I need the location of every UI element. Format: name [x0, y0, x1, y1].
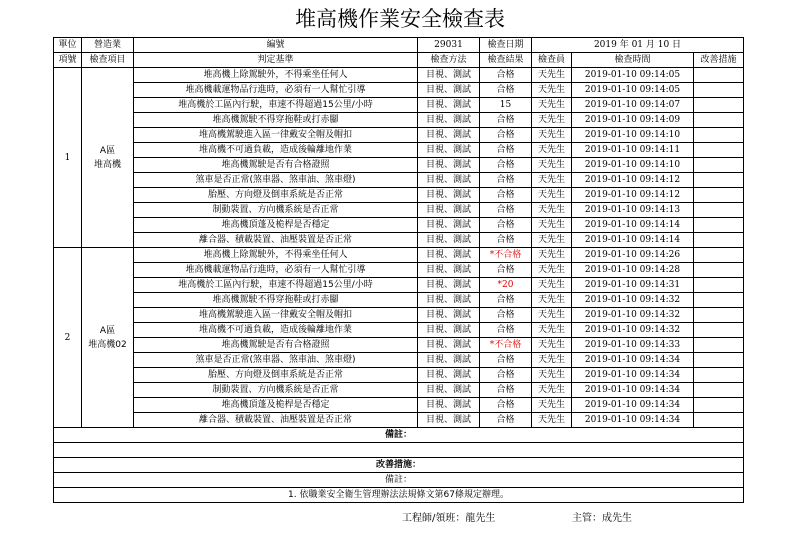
- inspector-cell: 天先生: [532, 203, 572, 218]
- criteria-cell: 制動裝置、方向機系統是否正常: [134, 383, 418, 398]
- method-cell: 目視、測試: [418, 293, 480, 308]
- criteria-cell: 煞車是否正常(煞車器、煞車油、煞車燈): [134, 353, 418, 368]
- table-row: [54, 368, 744, 383]
- machine-label: 堆高機: [93, 159, 121, 170]
- action-cell: [694, 113, 744, 128]
- remarks-row: [54, 428, 744, 443]
- action-cell: [694, 128, 744, 143]
- criteria-cell: 制動裝置、方向機系統是否正常: [134, 203, 418, 218]
- result-cell: 合格: [480, 128, 532, 143]
- method-cell: 目視、測試: [418, 173, 480, 188]
- result-cell: 合格: [480, 353, 532, 368]
- col-action: 改善措施: [694, 53, 744, 68]
- method-cell: 目視、測試: [418, 68, 480, 83]
- col-inspector: 檢查員: [532, 53, 572, 68]
- code-value: 29031: [418, 38, 480, 53]
- action-cell: [694, 368, 744, 383]
- machine-label: 堆高機02: [88, 339, 127, 350]
- action-cell: [694, 383, 744, 398]
- criteria-cell: 堆高機駕駛不得穿拖鞋或打赤腳: [134, 293, 418, 308]
- method-cell: 目視、測試: [418, 113, 480, 128]
- inspection-table: [53, 37, 744, 503]
- time-cell: 2019-01-10 09:14:33: [572, 338, 694, 353]
- result-cell: *20: [480, 278, 532, 293]
- result-cell: 合格: [480, 368, 532, 383]
- unit-value: 營造業: [82, 38, 134, 53]
- time-cell: 2019-01-10 09:14:32: [572, 308, 694, 323]
- col-seq: 項號: [54, 53, 82, 68]
- improvement-label: 改善措施：: [54, 458, 744, 473]
- inspector-cell: 天先生: [532, 368, 572, 383]
- blank-row: [54, 443, 744, 458]
- table-row: [54, 293, 744, 308]
- result-cell: 合格: [480, 158, 532, 173]
- action-cell: [694, 248, 744, 263]
- result-cell: 合格: [480, 308, 532, 323]
- inspector-cell: 天先生: [532, 158, 572, 173]
- criteria-cell: 胎壓、方向燈及倒車系統是否正常: [134, 188, 418, 203]
- col-method: 檢查方法: [418, 53, 480, 68]
- action-cell: [694, 158, 744, 173]
- criteria-cell: 堆高機於工區內行駛，車速不得超過15公里/小時: [134, 98, 418, 113]
- table-row: [54, 338, 744, 353]
- action-cell: [694, 143, 744, 158]
- date-value: 2019 年 01 月 10 日: [532, 38, 744, 53]
- inspector-cell: 天先生: [532, 278, 572, 293]
- inspector-cell: 天先生: [532, 68, 572, 83]
- result-cell: 合格: [480, 293, 532, 308]
- criteria-cell: 堆高機於工區內行駛，車速不得超過15公里/小時: [134, 278, 418, 293]
- result-cell: 合格: [480, 323, 532, 338]
- action-cell: [694, 68, 744, 83]
- method-cell: 目視、測試: [418, 98, 480, 113]
- method-cell: 目視、測試: [418, 83, 480, 98]
- supervisor-signoff: 主管：成先生: [572, 513, 632, 524]
- method-cell: 目視、測試: [418, 158, 480, 173]
- result-cell: 合格: [480, 398, 532, 413]
- criteria-cell: 堆高機駕駛是否有合格證照: [134, 338, 418, 353]
- remark2-line: 1. 依職業安全衛生管理辦法法規條文第67條規定辦理。: [54, 488, 744, 503]
- action-cell: [694, 203, 744, 218]
- action-cell: [694, 233, 744, 248]
- table-row: [54, 323, 744, 338]
- col-time: 檢查時間: [572, 53, 694, 68]
- result-cell: 合格: [480, 233, 532, 248]
- time-cell: 2019-01-10 09:14:12: [572, 188, 694, 203]
- date-label: 檢查日期: [480, 38, 532, 53]
- inspector-cell: 天先生: [532, 248, 572, 263]
- table-row: [54, 278, 744, 293]
- result-cell: 合格: [480, 413, 532, 428]
- result-cell: 合格: [480, 383, 532, 398]
- table-row: [54, 188, 744, 203]
- method-cell: 目視、測試: [418, 143, 480, 158]
- inspector-cell: 天先生: [532, 413, 572, 428]
- time-cell: 2019-01-10 09:14:34: [572, 368, 694, 383]
- table-row: [54, 308, 744, 323]
- table-row: [54, 83, 744, 98]
- time-cell: 2019-01-10 09:14:12: [572, 173, 694, 188]
- inspector-cell: 天先生: [532, 233, 572, 248]
- inspector-cell: 天先生: [532, 263, 572, 278]
- action-cell: [694, 218, 744, 233]
- time-cell: 2019-01-10 09:14:14: [572, 233, 694, 248]
- table-row: [54, 398, 744, 413]
- time-cell: 2019-01-10 09:14:05: [572, 68, 694, 83]
- time-cell: 2019-01-10 09:14:34: [572, 398, 694, 413]
- engineer-signoff: 工程師/領班：龍先生: [402, 513, 496, 524]
- table-row: [54, 233, 744, 248]
- method-cell: 目視、測試: [418, 338, 480, 353]
- criteria-cell: 堆高機頂蓬及桅桿是否穩定: [134, 218, 418, 233]
- table-row: [54, 383, 744, 398]
- col-criteria: 判定基準: [134, 53, 418, 68]
- criteria-cell: 堆高機不可過負載，造成後輪離地作業: [134, 323, 418, 338]
- inspector-cell: 天先生: [532, 398, 572, 413]
- inspector-cell: 天先生: [532, 83, 572, 98]
- item-zone: [82, 68, 134, 248]
- action-cell: [694, 413, 744, 428]
- item-seq: 1: [54, 68, 82, 248]
- action-cell: [694, 263, 744, 278]
- time-cell: 2019-01-10 09:14:34: [572, 353, 694, 368]
- table-row: [54, 113, 744, 128]
- result-cell: 合格: [480, 188, 532, 203]
- action-cell: [694, 173, 744, 188]
- time-cell: 2019-01-10 09:14:26: [572, 248, 694, 263]
- table-row: [54, 203, 744, 218]
- method-cell: 目視、測試: [418, 383, 480, 398]
- improvement-row: [54, 458, 744, 473]
- inspector-cell: 天先生: [532, 128, 572, 143]
- result-cell: 合格: [480, 143, 532, 158]
- inspector-cell: 天先生: [532, 98, 572, 113]
- table-row: [54, 263, 744, 278]
- time-cell: 2019-01-10 09:14:32: [572, 323, 694, 338]
- remarks-space: [54, 443, 744, 458]
- time-cell: 2019-01-10 09:14:13: [572, 203, 694, 218]
- time-cell: 2019-01-10 09:14:07: [572, 98, 694, 113]
- remark2-label: 備註：: [54, 473, 744, 488]
- method-cell: 目視、測試: [418, 323, 480, 338]
- table-row: [54, 68, 744, 83]
- result-cell: 合格: [480, 218, 532, 233]
- time-cell: 2019-01-10 09:14:28: [572, 263, 694, 278]
- criteria-cell: 離合器、積載裝置、油壓裝置是否正常: [134, 233, 418, 248]
- criteria-cell: 堆高機駕駛進入區一律戴安全帽及帽扣: [134, 308, 418, 323]
- inspector-cell: 天先生: [532, 173, 572, 188]
- result-cell: 合格: [480, 173, 532, 188]
- result-cell: 合格: [480, 113, 532, 128]
- table-row: [54, 143, 744, 158]
- action-cell: [694, 323, 744, 338]
- zone-label: A區: [99, 325, 116, 336]
- action-cell: [694, 353, 744, 368]
- code-label: 編號: [134, 38, 418, 53]
- item-zone: [82, 248, 134, 428]
- col-result: 檢查結果: [480, 53, 532, 68]
- table-row: [54, 158, 744, 173]
- criteria-cell: 堆高機駕駛是否有合格證照: [134, 158, 418, 173]
- method-cell: 目視、測試: [418, 188, 480, 203]
- action-cell: [694, 83, 744, 98]
- inspector-cell: 天先生: [532, 383, 572, 398]
- method-cell: 目視、測試: [418, 368, 480, 383]
- criteria-cell: 堆高機頂蓬及桅桿是否穩定: [134, 398, 418, 413]
- method-cell: 目視、測試: [418, 248, 480, 263]
- criteria-cell: 堆高機上除駕駛外，不得乘坐任何人: [134, 248, 418, 263]
- action-cell: [694, 398, 744, 413]
- method-cell: 目視、測試: [418, 278, 480, 293]
- criteria-cell: 煞車是否正常(煞車器、煞車油、煞車燈): [134, 173, 418, 188]
- table-row: [54, 413, 744, 428]
- method-cell: 目視、測試: [418, 203, 480, 218]
- table-row: [54, 248, 744, 263]
- criteria-cell: 堆高機駕駛不得穿拖鞋或打赤腳: [134, 113, 418, 128]
- method-cell: 目視、測試: [418, 218, 480, 233]
- table-row: [54, 98, 744, 113]
- criteria-cell: 堆高機載運物品行進時，必須有一人幫忙引導: [134, 83, 418, 98]
- action-cell: [694, 308, 744, 323]
- inspector-cell: 天先生: [532, 338, 572, 353]
- header-row-1: [54, 38, 744, 53]
- criteria-cell: 堆高機載運物品行進時，必須有一人幫忙引導: [134, 263, 418, 278]
- inspector-cell: 天先生: [532, 293, 572, 308]
- zone-label: A區: [99, 145, 116, 156]
- remark2-row: [54, 473, 744, 488]
- inspector-cell: 天先生: [532, 353, 572, 368]
- action-cell: [694, 188, 744, 203]
- action-cell: [694, 293, 744, 308]
- criteria-cell: 堆高機上除駕駛外，不得乘坐任何人: [134, 68, 418, 83]
- action-cell: [694, 338, 744, 353]
- method-cell: 目視、測試: [418, 233, 480, 248]
- page-title: 堆高機作業安全檢查表: [295, 7, 505, 31]
- time-cell: 2019-01-10 09:14:14: [572, 218, 694, 233]
- result-cell: 合格: [480, 83, 532, 98]
- inspector-cell: 天先生: [532, 188, 572, 203]
- time-cell: 2019-01-10 09:14:10: [572, 128, 694, 143]
- inspector-cell: 天先生: [532, 113, 572, 128]
- action-cell: [694, 98, 744, 113]
- table-row: [54, 218, 744, 233]
- inspector-cell: 天先生: [532, 218, 572, 233]
- inspector-cell: 天先生: [532, 143, 572, 158]
- time-cell: 2019-01-10 09:14:09: [572, 113, 694, 128]
- inspector-cell: 天先生: [532, 323, 572, 338]
- result-cell: 合格: [480, 68, 532, 83]
- result-cell: *不合格: [480, 338, 532, 353]
- time-cell: 2019-01-10 09:14:05: [572, 83, 694, 98]
- method-cell: 目視、測試: [418, 398, 480, 413]
- method-cell: 目視、測試: [418, 128, 480, 143]
- remark2-line-row: [54, 488, 744, 503]
- method-cell: 目視、測試: [418, 308, 480, 323]
- result-cell: 15: [480, 98, 532, 113]
- result-cell: *不合格: [480, 248, 532, 263]
- method-cell: 目視、測試: [418, 263, 480, 278]
- result-cell: 合格: [480, 203, 532, 218]
- table-row: [54, 353, 744, 368]
- time-cell: 2019-01-10 09:14:31: [572, 278, 694, 293]
- criteria-cell: 堆高機不可過負載，造成後輪離地作業: [134, 143, 418, 158]
- method-cell: 目視、測試: [418, 353, 480, 368]
- table-row: [54, 128, 744, 143]
- criteria-cell: 胎壓、方向燈及倒車系統是否正常: [134, 368, 418, 383]
- time-cell: 2019-01-10 09:14:34: [572, 383, 694, 398]
- header-row-2: [54, 53, 744, 68]
- inspector-cell: 天先生: [532, 308, 572, 323]
- criteria-cell: 堆高機駕駛進入區一律戴安全帽及帽扣: [134, 128, 418, 143]
- criteria-cell: 離合器、積載裝置、油壓裝置是否正常: [134, 413, 418, 428]
- time-cell: 2019-01-10 09:14:34: [572, 413, 694, 428]
- table-row: [54, 173, 744, 188]
- col-item: 檢查項目: [82, 53, 134, 68]
- item-seq: 2: [54, 248, 82, 428]
- remarks-label: 備註：: [54, 428, 744, 443]
- action-cell: [694, 278, 744, 293]
- unit-label: 單位: [54, 38, 82, 53]
- time-cell: 2019-01-10 09:14:11: [572, 143, 694, 158]
- result-cell: 合格: [480, 263, 532, 278]
- method-cell: 目視、測試: [418, 413, 480, 428]
- time-cell: 2019-01-10 09:14:10: [572, 158, 694, 173]
- time-cell: 2019-01-10 09:14:32: [572, 293, 694, 308]
